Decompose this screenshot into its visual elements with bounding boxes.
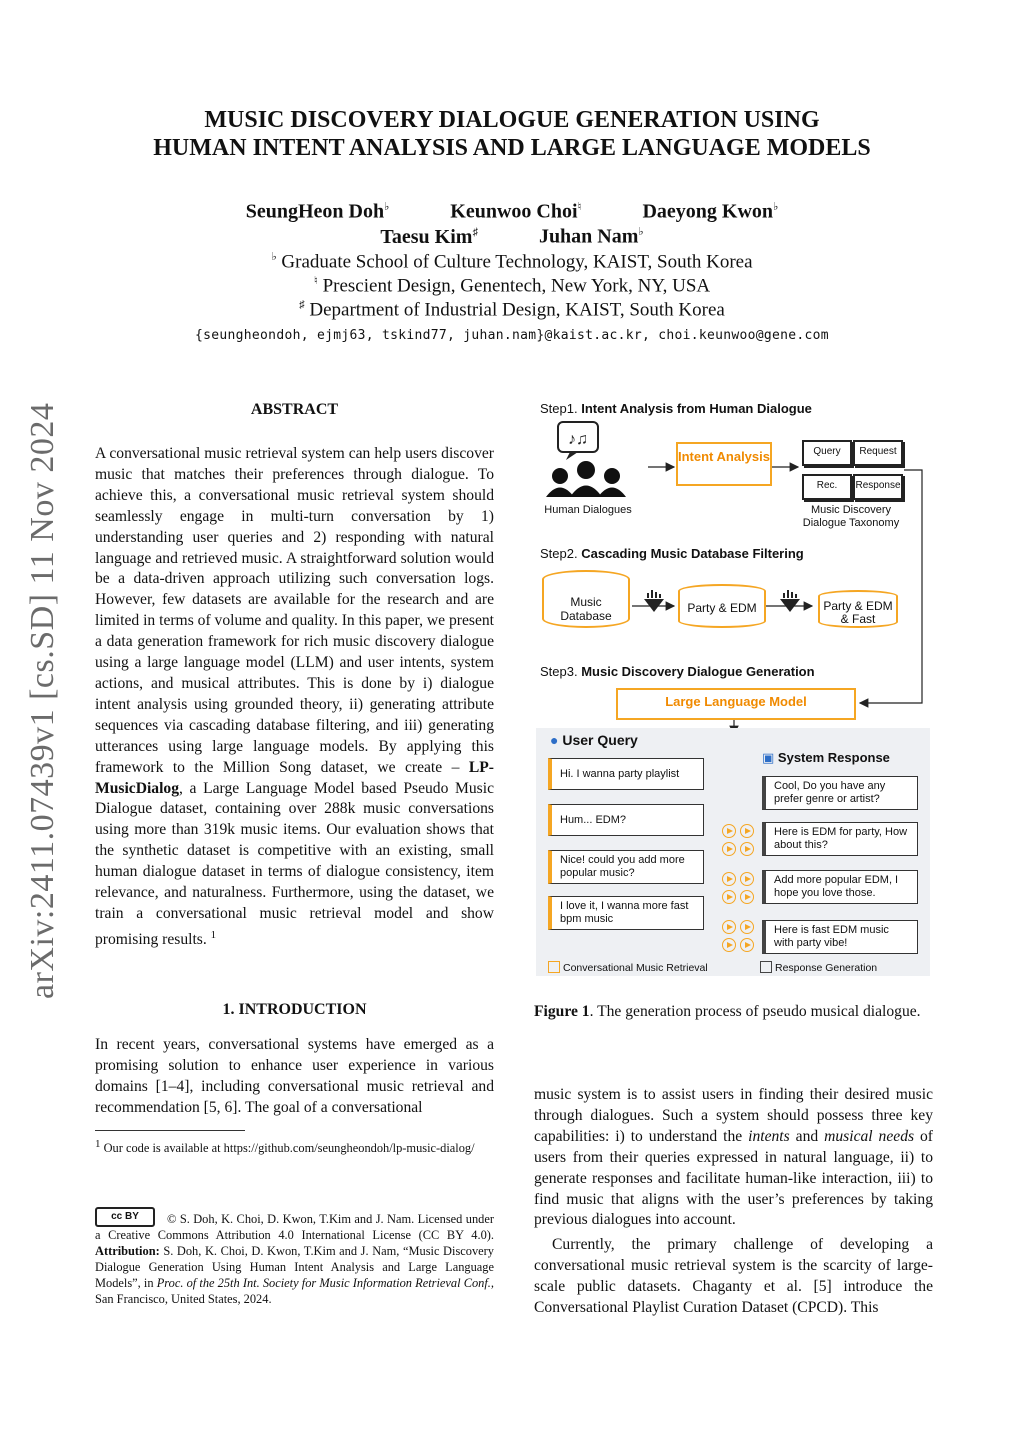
step2-label: Step2. Cascading Music Database Filtering [540,546,804,561]
author-emails: {seungheondoh, ejmj63, tskind77, juhan.nam}@kaist.ac.kr, choi.keunwoo@gene.com [195,328,829,343]
cc-license-badge: cc BY [95,1207,155,1227]
intent-analysis-box: Intent Analysis [676,442,772,486]
dataset-expansion: Large Language Model based Pseudo Music Dialogue dataset [95,779,494,818]
author: Keunwoo Choi♮ [450,200,582,223]
author: SeungHeon Doh♭ [245,200,390,223]
user-query-header: ● User Query [550,732,638,748]
filter-icon [780,590,800,612]
author: Juhan Nam♭ [538,225,644,248]
play-icon [740,938,754,952]
play-icon [722,824,736,838]
play-icon [722,938,736,952]
author-row-2 [0,225,1024,249]
license-notice: © S. Doh, K. Choi, D. Kwon, T.Kim and J. Nam. Licensed under a Creative Commons Attribution 4.0 International License (CC BY 4.0). Attribution: S. Doh, K. Choi, D. Kwon, T.Kim and J. Nam, “Music Discovery Dialogue Generation Using Human Intent Analysis and Large Language Models”, in Proc. of the 25th Int. Society for Music Information Retrieval Conf., San Francisco, United States, 2024. [95,1212,494,1306]
arxiv-identifier: arXiv:2411.07439v1 [cs.SD] 11 Nov 2024 [24,402,61,999]
author-row-1 [0,200,1024,224]
dataset-name: LP-MusicDialog [95,758,494,797]
affiliation: ♮ Prescient Design, Genentech, New York, NY, USA [313,275,711,297]
taxonomy-query: Query [802,440,852,466]
title-line-2: HUMAN INTENT ANALYSIS AND LARGE LANGUAGE MODELS [153,135,871,161]
abstract-body: A conversational music retrieval system can help users discover music that matches their preferences through dialogue. To achieve this, a conversational music retrieval system should seamlessly engage in multi-turn conversation by 1) understanding user queries and 2) responding with natural language and retrieved music. A straightforward solution would be a data-driven approach utilizing such conversation logs. However, few datasets are available for the research and are limited in terms of volume and quality. In this paper, we present a data generation framework for rich music discovery dialogue using a large language model (LLM) and user intents, system actions, and musical attributes. This is done by i) dialogue intent analysis using grounded theory, ii) generating attribute sequences via cascading database filtering, and iii) generating utterances using large language models. By applying this framework to the Million Song dataset, we create – LP-MusicDialog, a Large Language Model based Pseudo Music Dialogue dataset, containing over 288k music conversations using more than 319k music items. Our evaluation shows that the synthetic dataset is competitive with an existing, small human dialogue dataset in terms of dialogue consistency, item relevance, and naturalness. Furthermore, using the dataset, we train a conversational music retrieval model and show promising results. $^1$ [95,445,494,949]
human-dialogues-label: Human Dialogues [544,504,632,516]
legend-swatch [760,961,772,973]
play-icon [722,872,736,886]
legend-retrieval: Conversational Music Retrieval [548,961,708,974]
paper-title [0,106,1024,162]
play-icon [722,890,736,904]
taxonomy-response: Response [853,474,903,500]
party-edm-fast-subset: Party & EDM & Fast [818,590,898,628]
llm-box: Large Language Model [616,688,856,720]
figure-1 [536,398,934,988]
system-message: Add more popular EDM, I hope you love those. [762,870,918,904]
filter-icon [644,590,664,612]
play-icon [740,890,754,904]
author: Taesu Kim♯ [380,225,478,248]
affiliation: ♯ Department of Industrial Design, KAIST, South Korea [299,299,725,321]
user-message: Nice! could you add more popular music? [548,850,704,884]
abstract-heading: ABSTRACT [250,401,339,418]
play-icon [722,920,736,934]
party-edm-subset: Party & EDM [678,584,766,628]
footnote: $^1$ Our code is available at https://github.com/seungheondoh/lp-music-dialog/ [95,1138,475,1156]
user-message: Hum... EDM? [548,804,704,836]
intro-body-right-p2: Currently, the primary challenge of developing a conversational music retrieval system is the scarcity of large-scale public datasets. Chaganty et al. [5] introduce the Conversational Playlist Curation Dataset (CPCD). This [534,1236,933,1316]
svg-text:♪♫: ♪♫ [568,431,588,448]
user-icon: ● [550,732,559,748]
system-message: Here is fast EDM music with party vibe! [762,920,918,954]
people-chat-icon [546,422,626,497]
intro-heading: 1. INTRODUCTION [222,1001,367,1018]
affiliation: ♭ Graduate School of Culture Technology, KAIST, South Korea [271,251,753,273]
play-icon [722,842,736,856]
robot-icon: ▣ [762,750,775,765]
play-icon [740,842,754,856]
legend-swatch [548,961,560,973]
step3-label: Step3. Music Discovery Dialogue Generation [540,664,815,679]
system-message: Cool, Do you have any prefer genre or artist? [762,776,918,810]
figure-caption: Figure 1. The generation process of pseudo musical dialogue. [534,1003,921,1020]
author: Daeyong Kwon♭ [642,200,779,223]
taxonomy-rec: Rec. [802,474,852,500]
play-icon [740,872,754,886]
system-message: Here is EDM for party, How about this? [762,822,918,856]
title-line-1: MUSIC DISCOVERY DIALOGUE GENERATION USING [204,107,820,133]
intro-body-right-p1: music system is to assist users in finding their desired music through dialogues. Such a system should possess three key capabilities: i) to understand the intents and musical needs of users from their queries expressed in natural language, ii) to generate responses and facilitate human-like interaction, iii) to find music that aligns with the user’s preferences by taking previous dialogues into account. [534,1086,933,1229]
music-database: Music Database [542,570,630,628]
play-icon [740,824,754,838]
step1-label: Step1. Intent Analysis from Human Dialogue [540,401,812,416]
taxonomy-request: Request [853,440,903,466]
system-response-header: ▣ System Response [762,750,890,765]
user-message: I love it, I wanna more fast bpm music [548,896,704,930]
intro-body-left: In recent years, conversational systems have emerged as a promising solution to enhance user experience in various domains [1–4], including conversational music retrieval and recommendation [5, 6]. The goal of a conversational [95,1036,494,1116]
taxonomy-label: Music Discovery Dialogue Taxonomy [802,504,900,529]
play-icon [740,920,754,934]
footnote-rule [95,1130,245,1131]
legend-generation: Response Generation [760,961,877,974]
user-message: Hi. I wanna party playlist [548,758,704,790]
